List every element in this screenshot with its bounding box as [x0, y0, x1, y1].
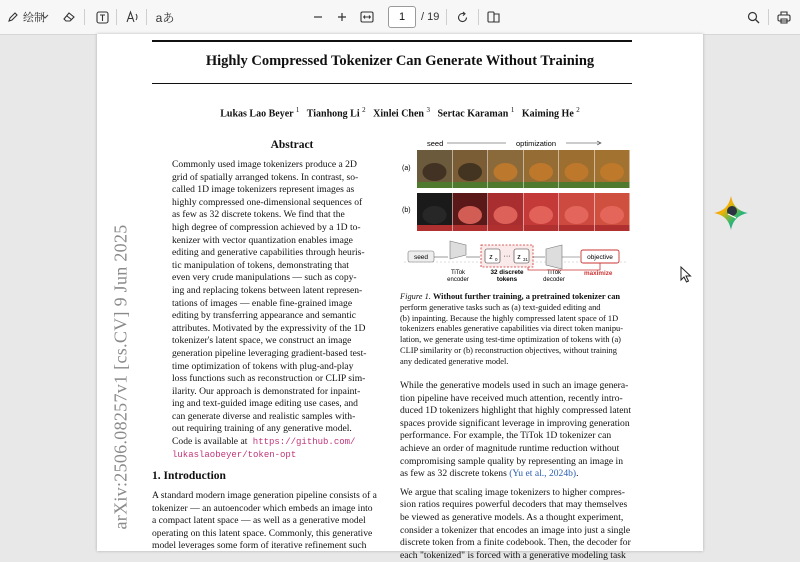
toolbar-divider	[116, 9, 117, 25]
figure-image-flamingo-subject	[600, 206, 624, 224]
figure-image-flamingo-subject	[529, 206, 553, 224]
title-rule-bottom	[152, 83, 632, 84]
encoder-label: TiTok	[450, 270, 466, 276]
caption-line: perform generative tasks such as (a) text-guided editing and	[400, 302, 601, 312]
figure-image-flamingo-ground	[417, 225, 452, 231]
draw-icon[interactable]	[6, 6, 20, 28]
text-line: be viewed as generative models. As a thought experiment,	[400, 511, 624, 523]
author-affiliation: 2	[362, 106, 366, 114]
text-line: spaces provide significant leverage in improving generation	[400, 417, 630, 429]
text-line: editing by transferring appearance and semantic	[172, 310, 357, 322]
right-column-text	[400, 380, 635, 562]
figure-seed-label: seed	[427, 139, 444, 148]
text-line: tokenizer's latent space, we construct an image	[172, 335, 352, 347]
text-line: compromising sample quality by representing an image in	[400, 455, 624, 467]
toolbar-divider	[446, 9, 447, 25]
text-line: duced 1D tokenizers highlight that highly compressed latent	[400, 405, 631, 417]
figure-image-flamingo-subject	[423, 206, 447, 224]
page-total: / 19	[421, 11, 440, 23]
text-line: ing and replacing tokens between latent represen-	[172, 284, 363, 296]
immersive-reader-label[interactable]: aあ	[155, 10, 175, 25]
text-line: as few as 32 discrete tokens (Yu et al., 2024b).	[400, 468, 579, 480]
text-line: sion ratios requires powerful decoders that may themselves	[400, 499, 628, 511]
tokens-label: 32 discrete	[490, 269, 524, 276]
decoder-shape	[546, 245, 562, 269]
figure-image-flamingo-ground	[524, 225, 559, 231]
figure-image-tiger-ground	[417, 182, 452, 188]
token-z31-label: z	[517, 254, 521, 261]
figure-image-flamingo-ground	[453, 225, 488, 231]
figure-row-b-images	[417, 193, 630, 231]
caption-line: (b) inpainting. Because the highly compressed latent space of 1D	[400, 313, 619, 323]
text-line: ing and text-guided image editing use cases, and	[172, 398, 358, 410]
figure-image-tiger-ground	[595, 182, 630, 188]
decoder-label: decoder	[543, 277, 565, 283]
text-line: ilarity. Our approach is demonstrated for inpaint-	[172, 385, 361, 397]
section-heading: 1. Introduction	[152, 470, 226, 482]
arxiv-watermark: arXiv:2506.08257v1 [cs.CV] 9 Jun 2025	[110, 224, 131, 530]
toolbar-divider	[478, 9, 479, 25]
text-line: A standard modern image generation pipeline consists of a	[152, 490, 377, 501]
text-line: even very crude manipulations — such as copy-	[172, 272, 357, 284]
toolbar-divider	[84, 9, 85, 25]
author: Xinlei Chen	[373, 108, 424, 120]
zoom-in-icon[interactable]	[335, 6, 349, 28]
zoom-out-icon[interactable]	[311, 6, 325, 28]
encoder-label: encoder	[447, 277, 469, 283]
text-line: kenizer with vector quantization enables image	[172, 234, 353, 246]
author-affiliation: 3	[426, 106, 430, 114]
figure-image-tiger-subject	[494, 163, 518, 181]
figure-1	[400, 136, 633, 286]
fit-width-icon[interactable]	[359, 6, 375, 28]
text-line: operating on this latent space. Commonly, this generative	[152, 527, 373, 539]
eraser-icon[interactable]	[61, 6, 77, 28]
figure-row-a-label: (a)	[402, 165, 411, 172]
copilot-icon[interactable]	[712, 194, 750, 232]
author: Lukas Lao Beyer	[220, 108, 294, 120]
text-line: loss functions such as reconstruction or CLIP sim-	[172, 373, 366, 385]
title-rule-top	[152, 40, 632, 42]
figure-number: Figure 1.	[400, 292, 433, 301]
page-view-icon[interactable]	[486, 6, 502, 28]
author: Tianhong Li	[306, 108, 360, 120]
text-box-icon[interactable]	[94, 6, 110, 28]
text-line: While the generative models used in such an image genera-	[400, 380, 629, 391]
token-z0-label: z	[489, 254, 493, 261]
text-line: achieve an order of magnitude runtime reduction without	[400, 442, 620, 454]
text-line: can generate diverse and realistic samples with-	[172, 410, 356, 422]
print-icon[interactable]	[776, 6, 792, 28]
draw-label[interactable]: 绘制	[23, 12, 45, 24]
search-icon[interactable]	[745, 6, 761, 28]
figure-image-tiger-ground	[524, 182, 559, 188]
figure-image-flamingo-ground	[488, 225, 523, 231]
objective-label: objective	[587, 254, 613, 261]
text-line: editing and generative capabilities through heuris-	[172, 247, 365, 259]
text-line: attributes. Motivated by the expressivity of the 1D	[172, 322, 366, 334]
toolbar-divider	[768, 9, 769, 25]
figure-image-flamingo-subject	[494, 206, 518, 224]
author-affiliation: 1	[510, 106, 515, 114]
pdf-page	[97, 34, 703, 561]
text-line: as few as 32 discrete tokens. We find that the	[172, 209, 345, 221]
figure-optimization-label: optimization	[515, 139, 557, 148]
maximize-label: maximize	[584, 270, 613, 277]
figure-image-tiger-ground	[559, 182, 594, 188]
author-affiliation: 1	[295, 106, 300, 114]
code-link[interactable]: https://github.com/	[247, 437, 356, 448]
mouse-cursor-icon	[680, 266, 692, 284]
text-line: Code is available at https://github.com/	[172, 436, 356, 448]
text-line: tations of images — enable fine-grained image	[172, 297, 353, 309]
text-line: discrete token from a finite codebook. Then, the decoder for	[400, 537, 631, 549]
citation-link[interactable]: (Yu et al., 2024b)	[506, 468, 577, 480]
figure-image-tiger-ground	[488, 182, 523, 188]
text-line: We argue that scaling image tokenizers to higher compres-	[400, 486, 625, 498]
token-z0-subscript: 0	[495, 257, 498, 262]
figure-image-flamingo-subject	[565, 206, 589, 224]
chevron-down-icon[interactable]	[39, 6, 51, 28]
text-line: performance. For example, the TiTok 1D tokenizer can	[400, 430, 612, 442]
text-line: Commonly used image tokenizers produce a 2D	[172, 159, 357, 170]
toolbar-divider	[146, 9, 147, 25]
caption-line: lation, we generate using test-time optimization of tokens with (a)	[400, 335, 621, 345]
figure-row-b-label: (b)	[402, 207, 411, 214]
caption-lead: Without further training, a pretrained tokenizer can	[432, 292, 621, 301]
read-aloud-icon[interactable]	[125, 6, 141, 28]
rotate-icon[interactable]	[454, 6, 470, 28]
caption-line: tokenizers enables generative capabilities via direct token manipu-	[400, 324, 624, 334]
text-line: called 1D image tokenizers represent images as	[172, 184, 355, 196]
seed-box-label: seed	[413, 254, 429, 261]
caption-line: any dedicated generative model.	[400, 356, 509, 366]
token-ellipsis: ···	[503, 253, 511, 260]
token-z31-subscript: 31	[523, 257, 529, 262]
text-line: tion pipeline have received much attention, recently intro-	[400, 392, 623, 404]
abstract-heading: Abstract	[270, 139, 314, 151]
figure-image-tiger-subject	[600, 163, 624, 181]
pdf-toolbar	[0, 0, 800, 35]
maximize-arrow	[528, 263, 600, 270]
text-line: grid of spatially arranged tokens. In contrast, so-	[172, 171, 359, 183]
figure-image-tiger-subject	[423, 163, 447, 181]
author: Kaiming He	[521, 108, 574, 120]
text-line: highly compressed one-dimensional sequences of	[172, 196, 363, 208]
caption-line	[400, 292, 633, 303]
abstract-text	[172, 159, 412, 461]
figure-image-tiger-subject	[565, 163, 589, 181]
tokens-label: tokens	[496, 276, 518, 283]
author-affiliation: 2	[576, 106, 580, 114]
introduction-text	[152, 490, 414, 553]
text-line: generation pipeline leveraging gradient-based test-	[172, 347, 367, 359]
decoder-label: TiTok	[546, 270, 562, 276]
text-line: each "tokenized" is forced with a generative modeling task	[400, 549, 626, 561]
page-number-input[interactable]: 1	[388, 6, 416, 28]
figure-row-a-images	[417, 150, 630, 188]
text-line: out requiring training of any generative model.	[172, 423, 352, 435]
figure-image-tiger-subject	[458, 163, 482, 181]
figure-image-tiger-subject	[529, 163, 553, 181]
caption-line: CLIP similarity or (b) reconstruction objectives, without training	[400, 345, 617, 355]
text-line: a compact latent space — as well as a generative model	[152, 515, 366, 527]
figure-image-flamingo-subject	[458, 206, 482, 224]
figure-image-tiger-ground	[453, 182, 488, 188]
text-line: model leverages some form of iterative refinement such	[152, 540, 367, 552]
figure-caption	[400, 292, 633, 368]
code-link[interactable]: lukaslaobeyer/token-opt	[172, 449, 297, 460]
figure-image-flamingo-ground	[595, 225, 630, 231]
author-list	[97, 106, 703, 119]
text-line: consider a tokenizer that encodes an image into just a single	[400, 524, 631, 536]
encoder-shape	[450, 241, 466, 259]
text-line: time optimization of tokens with plug-and-play	[172, 360, 354, 372]
author: Sertac Karaman	[437, 108, 509, 120]
figure-image-flamingo-ground	[559, 225, 594, 231]
text-line: tic manipulation of tokens, demonstrating that	[172, 259, 349, 271]
text-line: tokenizer — an autoencoder which embeds an image into	[152, 502, 373, 514]
text-line: high degree of compression achieved by a 1D to-	[172, 221, 361, 233]
paper-title: Highly Compressed Tokenizer Can Generate Without Training	[205, 53, 595, 69]
